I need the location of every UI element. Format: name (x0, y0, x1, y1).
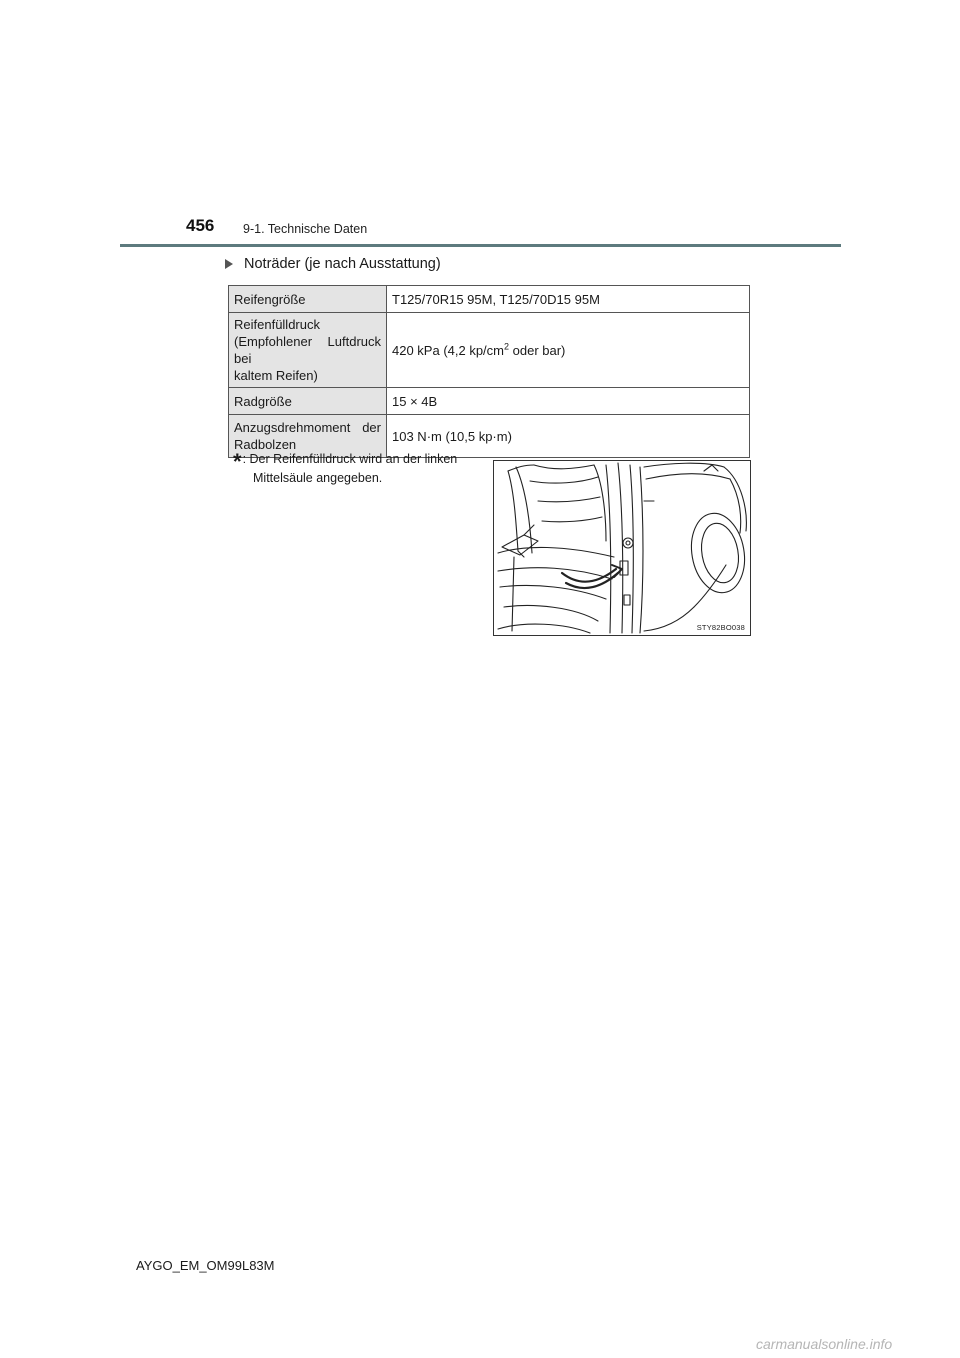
footer-doc-code: AYGO_EM_OM99L83M (136, 1258, 275, 1273)
table-value (387, 313, 750, 388)
label-line: Reifenfülldruck (234, 317, 320, 332)
table-value: 103 N·m (10,5 kp·m) (387, 415, 750, 458)
footnote-line-1: : Der Reifenfülldruck wird an der linken (242, 452, 458, 466)
footnote-marker: * (233, 449, 242, 474)
label-line: kaltem Reifen) (234, 368, 318, 383)
table-value: 15 × 4B (387, 388, 750, 415)
footnote-line-2: Mittelsäule angegeben. (253, 471, 383, 485)
car-pillar-illustration (493, 460, 751, 636)
table-value: T125/70R15 95M, T125/70D15 95M (387, 286, 750, 313)
table-row (229, 313, 750, 388)
subheading (222, 256, 441, 272)
spec-table (228, 285, 750, 458)
table-label: Reifengröße (229, 286, 387, 313)
watermark: carmanualsonline.info (756, 1336, 893, 1352)
header-rule (120, 244, 841, 247)
label-line: Anzugsdrehmoment der (234, 420, 381, 435)
table-row (229, 286, 750, 313)
label-line: Radbolzen (234, 437, 297, 452)
label-line: (Empfohlener Luftdruck bei (234, 334, 381, 366)
subheading-text: Noträder (je nach Ausstattung) (244, 256, 441, 272)
value-prefix: 420 kPa (4,2 kp/cm (392, 342, 504, 358)
car-interior-drawing (494, 461, 750, 635)
table-label: Radgröße (229, 388, 387, 415)
illustration-code: STY82BO038 (696, 623, 745, 632)
table-label (229, 313, 387, 388)
section-title: 9-1. Technische Daten (243, 222, 368, 236)
triangle-bullet-icon (225, 259, 233, 269)
page-number: 456 (186, 216, 215, 235)
value-suffix: oder bar) (509, 342, 566, 358)
table-row (229, 388, 750, 415)
value-superscript: 2 (504, 341, 510, 352)
footnote (233, 451, 483, 486)
